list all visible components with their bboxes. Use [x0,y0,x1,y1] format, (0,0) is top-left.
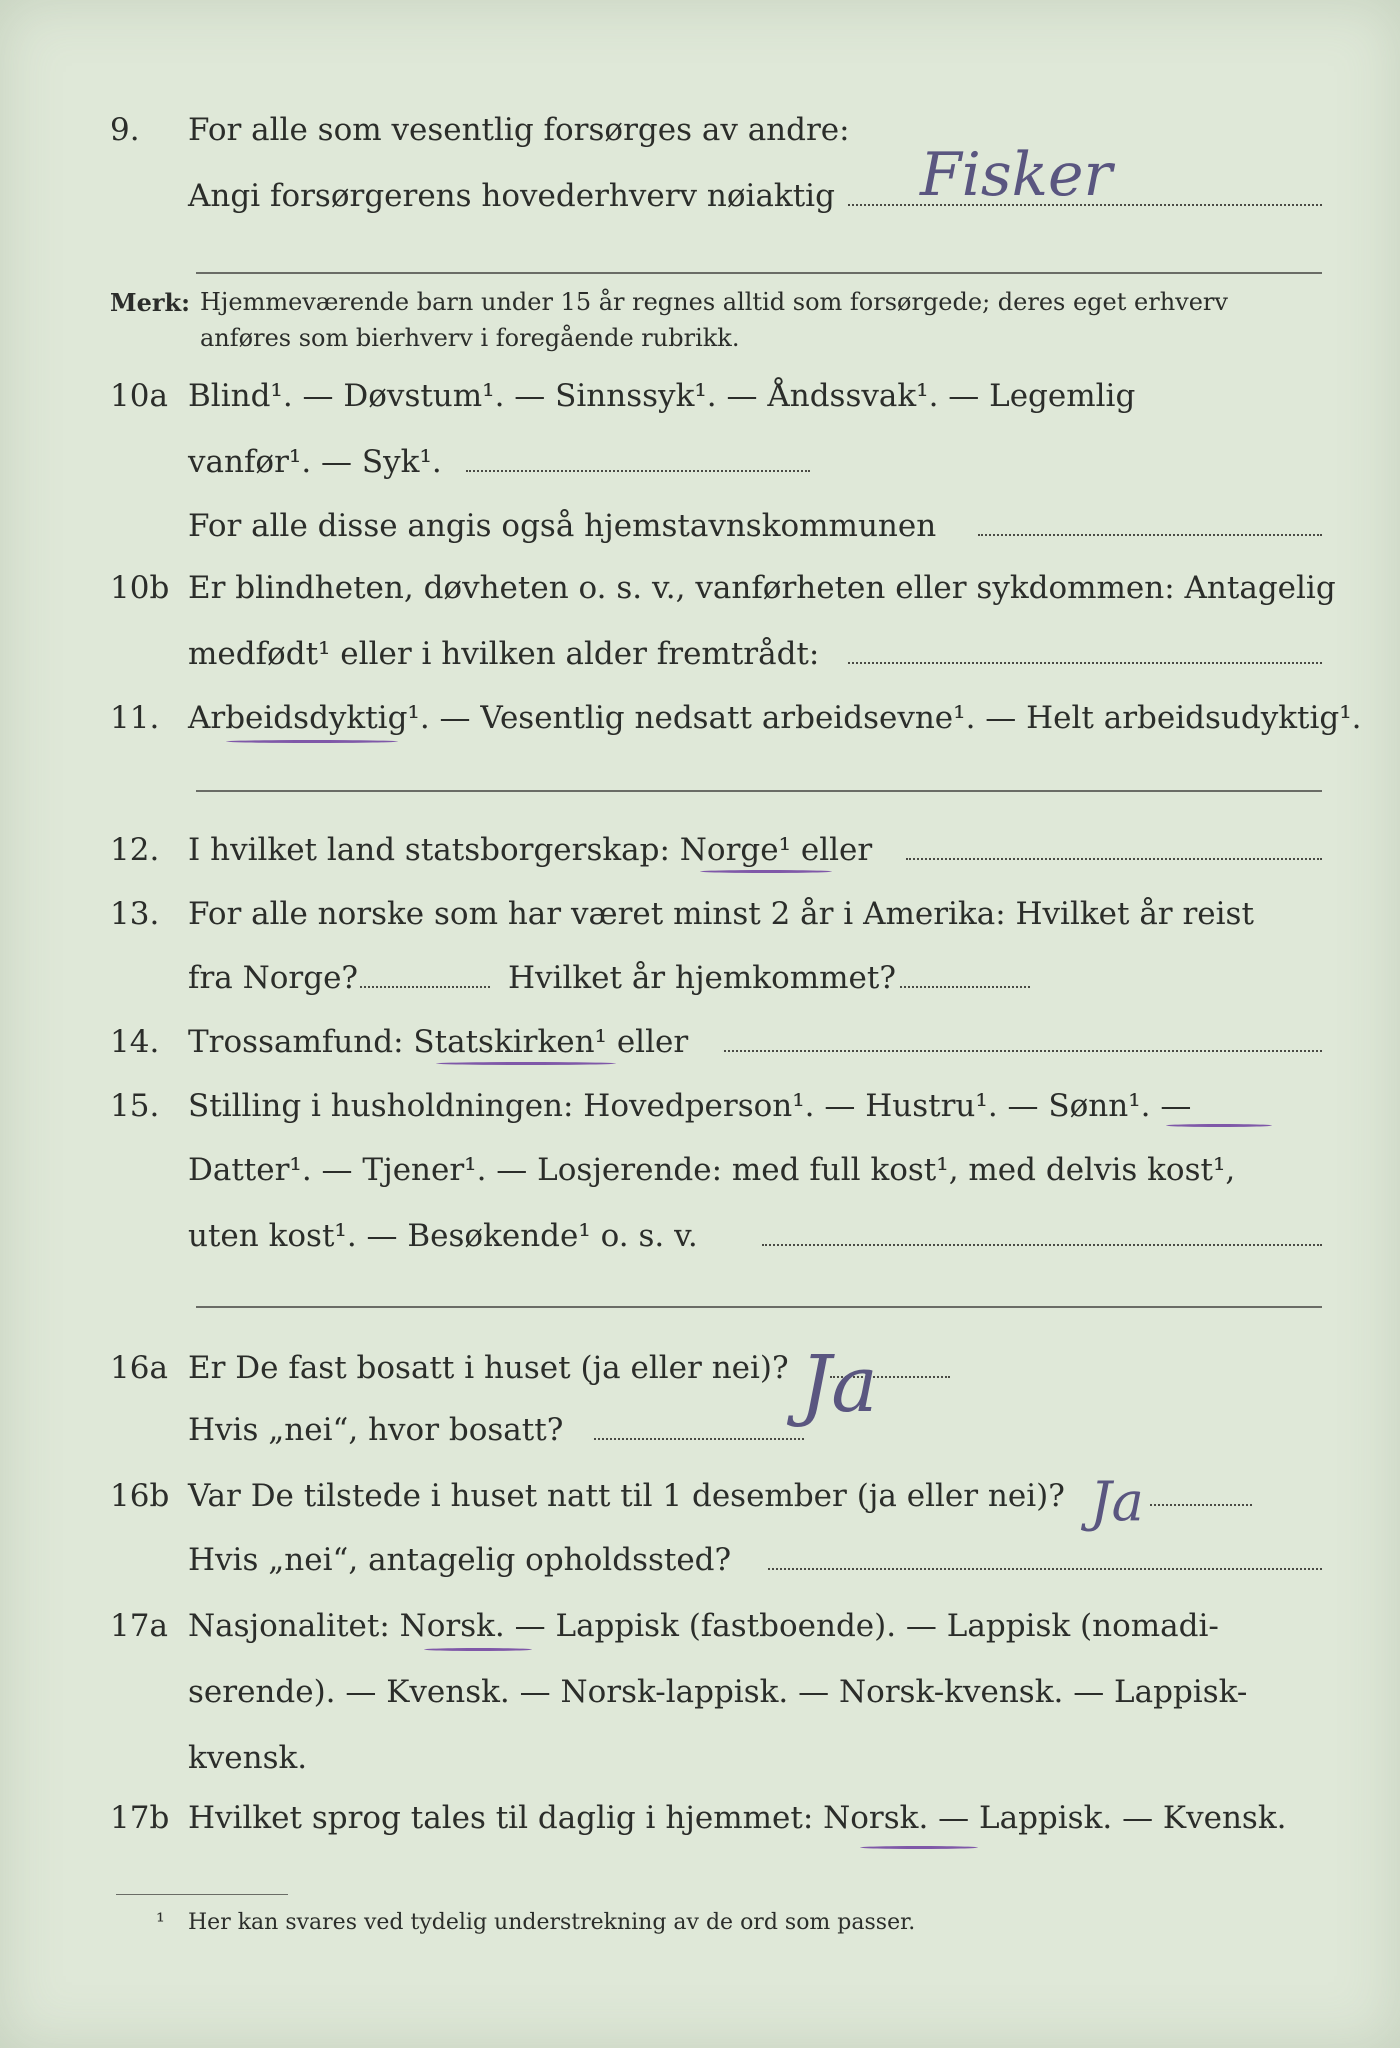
merk-label: Merk: [110,288,190,317]
q15-text-3: uten kost¹. — Besøkende¹ o. s. v. [188,1218,698,1254]
q14-underline-mark [436,1062,616,1065]
q11-extra-line [196,790,1322,792]
q16b-text-1: Var De tilstede i huset natt til 1 desember (ja eller nei)? [188,1478,1065,1514]
q10b-answer-line [848,662,1322,664]
q17a-text-1: Nasjonalitet: Norsk. — Lappisk (fastboende). — Lappisk (nomadi- [188,1608,1219,1644]
q15-text-2: Datter¹. — Tjener¹. — Losjerende: med full kost¹, med delvis kost¹, [188,1152,1236,1188]
q10b-text-1: Er blindheten, døvheten o. s. v., vanførheten eller sykdommen: Antagelig [188,570,1336,606]
q17a-text-3: kvensk. [188,1740,308,1776]
q12-number: 12. [110,832,160,868]
q16a-text-1: Er De fast bosatt i huset (ja eller nei)? [188,1350,789,1386]
footnote-text: Her kan svares ved tydelig understrekning av de ord som passer. [188,1910,916,1935]
q13-text-2b: Hvilket år hjemkommet? [508,960,896,996]
merk-text-1: Hjemmeværende barn under 15 år regnes alltid som forsørgede; deres eget erhverv [200,288,1228,316]
q10a-number: 10a [110,378,168,414]
q13-number: 13. [110,896,160,932]
footnote-separator [116,1894,288,1895]
q15-extra-line [196,1306,1322,1308]
q11-underline-mark [226,740,398,743]
footnote-mark: ¹ [156,1910,165,1935]
q9-handwritten-answer: Fisker [920,140,1113,210]
q11-number: 11. [110,700,160,736]
q12-underline-mark [700,870,832,873]
q16b-text-2: Hvis „nei“, antagelig opholdssted? [188,1542,732,1578]
q9-text-1: For alle som vesentlig forsørges av andre: [188,112,850,148]
q11-text-1: Arbeidsdyktig¹. — Vesentlig nedsatt arbeidsevne¹. — Helt arbeidsudyktig¹. [188,700,1362,736]
q16b-number: 16b [110,1478,170,1514]
q10a-kommune-line [978,534,1322,536]
q15-answer-line [762,1244,1322,1246]
q9-number: 9. [110,112,140,148]
q16a-text-2: Hvis „nei“, hvor bosatt? [188,1412,564,1448]
q10a-text-3: For alle disse angis også hjemstavnskommunen [188,508,937,544]
q12-text-1: I hvilket land statsborgerskap: Norge¹ eller [188,832,873,868]
q9-extra-line [196,272,1322,274]
q13-reist-line [360,986,490,988]
q13-text-1: For alle norske som har været minst 2 år i Amerika: Hvilket år reist [188,896,1254,932]
q14-number: 14. [110,1024,160,1060]
q12-answer-line [906,858,1322,860]
q17a-number: 17a [110,1608,168,1644]
q10a-text-1: Blind¹. — Døvstum¹. — Sinnssyk¹. — Åndssvak¹. — Legemlig [188,378,1136,414]
q15-text-1: Stilling i husholdningen: Hovedperson¹. — Hustru¹. — Sønn¹. — [188,1088,1192,1124]
q17a-text-2: serende). — Kvensk. — Norsk-lappisk. — Norsk-kvensk. — Lappisk- [188,1674,1248,1710]
q10b-number: 10b [110,570,170,606]
q17b-underline-mark [860,1846,978,1849]
q16b-handwritten-answer: Ja [1090,1470,1144,1533]
q16a-bosatt-line [594,1438,804,1440]
q14-answer-line [724,1050,1322,1052]
q16b-opholdssted-line [768,1568,1322,1570]
q16a-number: 16a [110,1350,168,1386]
q16b-answer-line [1150,1504,1252,1506]
q17b-text-1: Hvilket sprog tales til daglig i hjemmet: Norsk. — Lappisk. — Kvensk. [188,1800,1287,1836]
q13-text-2a: fra Norge? [188,960,359,996]
q17b-number: 17b [110,1800,170,1836]
q10b-text-2: medfødt¹ eller i hvilken alder fremtrådt: [188,636,820,672]
q15-number: 15. [110,1088,160,1124]
q10a-syk-line [466,470,810,472]
q15-underline-mark [1166,1124,1272,1127]
q9-text-2: Angi forsørgerens hovederhverv nøiaktig [188,178,835,214]
merk-text-2: anføres som bierhverv i foregående rubrikk. [200,324,740,352]
q14-text-1: Trossamfund: Statskirken¹ eller [188,1024,689,1060]
q16a-handwritten-answer: Ja [800,1340,878,1430]
q17a-underline-mark [424,1648,532,1651]
q13-hjemkommet-line [900,986,1030,988]
q10a-text-2: vanfør¹. — Syk¹. [188,444,442,480]
